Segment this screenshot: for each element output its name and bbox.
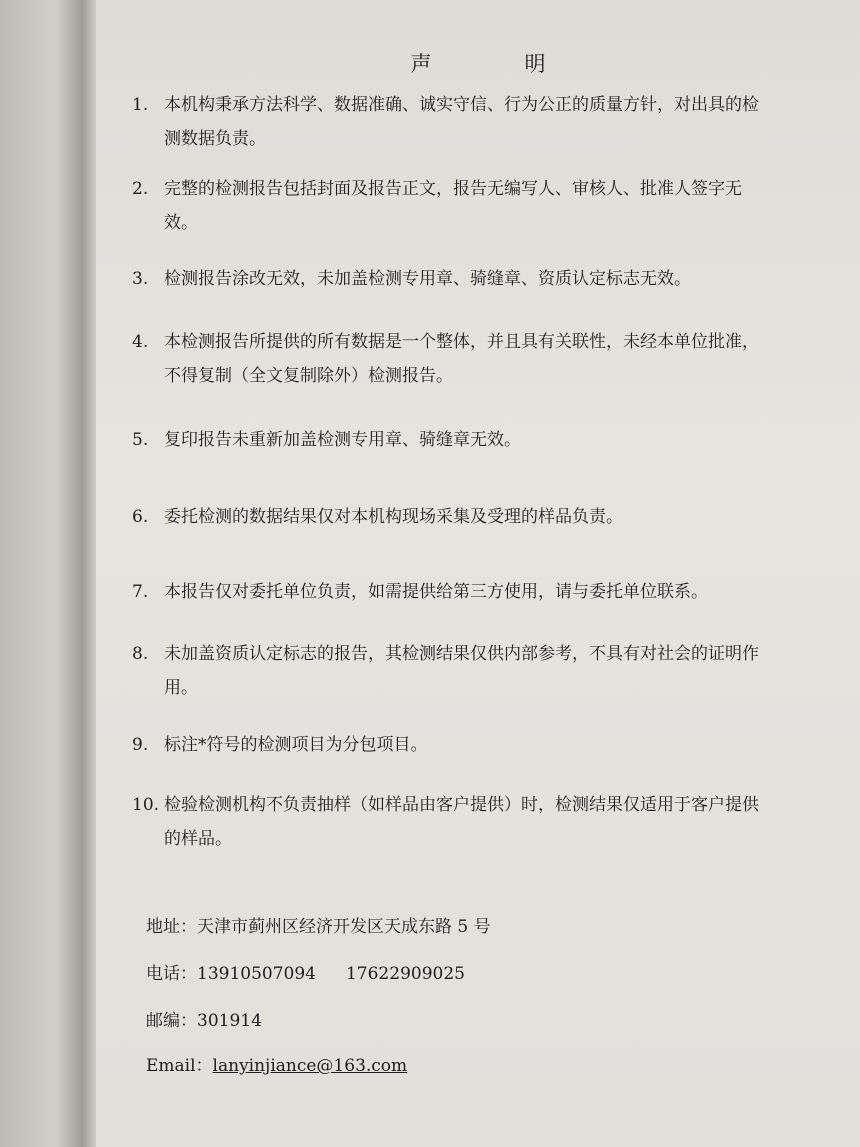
postcode-value: 301914 bbox=[197, 1011, 262, 1031]
document-page bbox=[96, 0, 860, 1147]
postcode-label: 邮编： bbox=[146, 1011, 197, 1031]
item-text: 完整的检测报告包括封面及报告正文，报告无编写人、审核人、批准人签字无效。 bbox=[164, 179, 742, 233]
address-label: 地址： bbox=[146, 917, 197, 937]
list-item bbox=[132, 500, 772, 534]
item-text: 本机构秉承方法科学、数据准确、诚实守信、行为公正的质量方针，对出具的检测数据负责。 bbox=[164, 95, 759, 149]
list-item bbox=[132, 88, 772, 156]
list-item bbox=[132, 172, 772, 240]
item-number: 10. bbox=[132, 795, 160, 815]
item-number: 9. bbox=[132, 735, 149, 755]
list-item bbox=[132, 423, 772, 457]
list-item bbox=[132, 575, 772, 609]
item-text: 本检测报告所提供的所有数据是一个整体，并且具有关联性，未经本单位批准，不得复制（全文复制除外）检测报告。 bbox=[164, 332, 759, 386]
item-number: 3. bbox=[132, 269, 149, 289]
email-label: Email： bbox=[146, 1056, 213, 1076]
email-link[interactable]: lanyinjiance@163.com bbox=[212, 1056, 408, 1076]
address-line bbox=[146, 914, 491, 940]
page-title: 声 明 bbox=[410, 52, 582, 76]
item-number: 6. bbox=[132, 507, 149, 527]
address-value: 天津市蓟州区经济开发区天成东路 5 号 bbox=[197, 917, 491, 937]
item-text: 未加盖资质认定标志的报告，其检测结果仅供内部参考，不具有对社会的证明作用。 bbox=[164, 644, 759, 698]
item-text: 委托检测的数据结果仅对本机构现场采集及受理的样品负责。 bbox=[164, 507, 623, 527]
phone-label: 电话： bbox=[146, 964, 197, 984]
item-text: 复印报告未重新加盖检测专用章、骑缝章无效。 bbox=[164, 430, 521, 450]
list-item bbox=[132, 637, 772, 705]
item-text: 检测报告涂改无效，未加盖检测专用章、骑缝章、资质认定标志无效。 bbox=[164, 269, 691, 289]
item-text: 标注*符号的检测项目为分包项目。 bbox=[164, 735, 428, 755]
phone-number-2: 17622909025 bbox=[345, 964, 465, 984]
list-item bbox=[132, 788, 772, 856]
item-number: 1. bbox=[132, 95, 149, 115]
item-text: 本报告仅对委托单位负责，如需提供给第三方使用，请与委托单位联系。 bbox=[164, 582, 708, 602]
item-number: 8. bbox=[132, 644, 149, 664]
email-line bbox=[146, 1053, 407, 1079]
list-item bbox=[132, 262, 772, 296]
phone-line bbox=[146, 961, 465, 987]
binding-shadow bbox=[0, 0, 100, 1147]
item-text: 检验检测机构不负责抽样（如样品由客户提供）时，检测结果仅适用于客户提供的样品。 bbox=[164, 795, 759, 849]
item-number: 2. bbox=[132, 179, 149, 199]
phone-number-1: 13910507094 bbox=[197, 964, 316, 984]
item-number: 7. bbox=[132, 582, 149, 602]
list-item bbox=[132, 728, 772, 762]
item-number: 5. bbox=[132, 430, 149, 450]
list-item bbox=[132, 325, 772, 393]
item-number: 4. bbox=[132, 332, 149, 352]
postcode-line bbox=[146, 1008, 262, 1034]
